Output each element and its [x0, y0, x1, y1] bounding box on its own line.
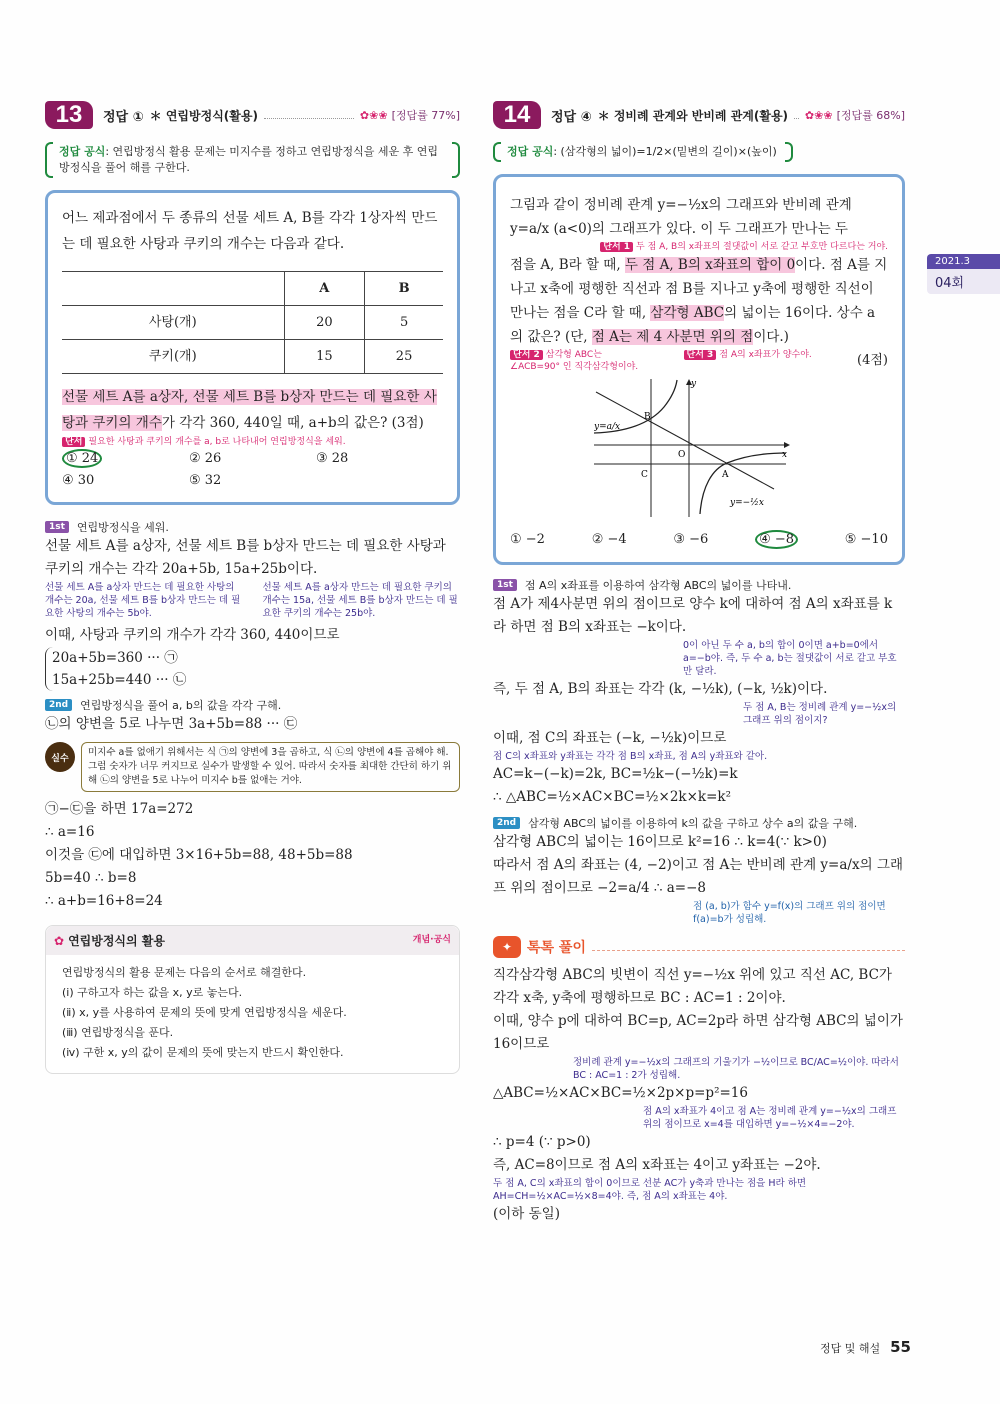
q14-graph: [594, 377, 804, 522]
formula-text: : 연립방정식 활용 문제는 미지수를 정하고 연립방정식을 세운 후 연립방정식을 풀어 해를 구한다.: [59, 145, 439, 174]
table-header-row: [62, 272, 443, 306]
x-axis-arrow-icon: [784, 442, 790, 448]
q14-s1-line3: 이때, 점 C의 좌표는 (−k, −½k)이므로: [493, 730, 727, 746]
q14-line1: 그림과 같이 정비례 관계 y=−½x의 그래프와 반비례 관계: [510, 197, 852, 213]
solution-line: ∴ a=16: [45, 824, 95, 840]
note-left: 선물 세트 A를 a상자 만드는 데 필요한 사탕의 개수는 20a, 선물 세트 B를 b상자 만드는 데 필요한 사탕의 개수는 5b야.: [45, 582, 241, 619]
step-badge: 1st: [45, 521, 69, 533]
q14-step1-heading: [493, 577, 905, 593]
exam-year: 2021.3: [927, 254, 1000, 269]
choice-4[interactable]: ④ 30: [62, 473, 95, 488]
toktok-line1: 직각삼각형 ABC의 빗변이 직선 y=−½x 위에 있고 직선 AC, BC가 각각 x축, y축에 평행하므로 BC : AC=1 : 2이야.: [493, 967, 892, 1006]
highlighted-clue: 선물 세트 A를 a상자, 선물 세트 B를 b상자 만드는 데 필요한 사탕과 쿠키의 개수: [62, 389, 437, 431]
formula-label: 정답 공식: [507, 145, 554, 158]
hint-text: 삼각형 ABC는 ∠ACB=90° 인 직각삼각형이야.: [510, 350, 639, 372]
table-header: B: [365, 272, 443, 306]
q13-question-intro: 어느 제과점에서 두 종류의 선물 세트 A, B를 각각 1상자씩 만드는 데 필요한 사탕과 쿠키의 개수는 다음과 같다.: [62, 210, 438, 252]
hint-tag: 단서: [62, 437, 85, 447]
note-right: 선물 세트 A를 a상자 만드는 데 필요한 쿠키의 개수는 15a, 선물 세트 B를 b상자 만드는 데 필요한 쿠키의 개수는 25b야.: [262, 582, 458, 619]
table-cell: 25: [365, 340, 443, 374]
text: 점을 A, B라 할 때,: [510, 257, 625, 273]
step-badge: 2nd: [493, 817, 520, 829]
toktok-label: 톡톡 풀이: [527, 940, 586, 956]
concept-intro: 연립방정식의 활용 문제는 다음의 순서로 해결한다.: [62, 966, 307, 979]
q14-header: [493, 100, 905, 130]
q14-s1-note3: 점 C의 x좌표와 y좌표는 각각 점 B의 x좌표, 점 A의 y좌표와 같아.: [493, 751, 768, 762]
table-cell: 15: [284, 340, 365, 374]
hint-tag: 단서 2: [510, 350, 543, 360]
exam-side-tab: [927, 254, 1000, 294]
q13-hint: [62, 436, 443, 448]
choice-3[interactable]: ③ −6: [673, 532, 709, 547]
formula-text: : (삼각형의 넓이)=1/2×(밑변의 길이)×(높이): [553, 145, 777, 158]
highlighted-clue-3: 점 A는 제 4 사분면 위의 점: [591, 329, 754, 345]
q14-hints-row: [510, 349, 888, 373]
flower-icon: ✿: [54, 934, 65, 948]
q14-s2-note: 점 (a, b)가 함수 y=f(x)의 그래프 위의 점이면 f(a)=b가 성립해.: [693, 901, 886, 925]
q13-step1-heading: [45, 519, 460, 535]
concept-item: (ⅱ) x, y를 사용하여 문제의 뜻에 맞게 연립방정식을 세운다.: [62, 1006, 347, 1019]
q14-s1-line2: 즉, 두 점 A, B의 좌표는 각각 (k, −½k), (−k, ½k)이다.: [493, 681, 828, 697]
q14-s1-line1: 점 A가 제4사분면 위의 점이므로 양수 k에 대하여 점 A의 x좌표를 k라 하면 점 B의 x좌표는 −k이다.: [493, 596, 893, 635]
q14-question-box: [493, 174, 905, 565]
q14-s2-line2: 따라서 점 A의 좌표는 (4, −2)이고 점 A는 반비례 관계 y=a/x의 그래프 위의 점이므로 −2=a/4 ∴ a=−8: [493, 857, 903, 896]
q14-answer: 정답 ④: [551, 109, 592, 125]
table-header: A: [284, 272, 365, 306]
q14-points: (4점): [857, 353, 888, 368]
concept-body: [46, 955, 459, 1073]
y-axis-label: y: [691, 379, 697, 389]
solution-line: 이것을 ㉢에 대입하면 3×16+5b=88, 48+5b=88: [45, 847, 353, 863]
q13-header: [45, 100, 460, 130]
difficulty-flower-icon: ✿❀❀: [359, 108, 388, 122]
text: 이다.): [753, 329, 789, 345]
q14-number-badge: 14: [493, 101, 541, 129]
q14-s2-line1: 삼각형 ABC의 넓이는 16이므로 k²=16 ∴ k=4(∵ k>0): [493, 834, 827, 850]
question-rest: 가 각각 360, 440일 때, a+b의 값은? (3점): [161, 415, 424, 431]
q14-choices: [510, 528, 888, 552]
step-title: 연립방정식을 풀어 a, b의 값을 각각 구해.: [80, 699, 282, 712]
point-B-label: B: [644, 412, 651, 422]
q14-s1-note2: 두 점 A, B는 정비례 관계 y=−½x의 그래프 위의 점이지?: [743, 702, 897, 726]
toktok-line4: ∴ p=4 (∵ p>0): [493, 1134, 591, 1150]
concept-box: [45, 925, 460, 1074]
line-y-neg-half-x: [596, 392, 774, 489]
concept-tag: 개념·공식: [412, 935, 451, 945]
footer-label: 정답 및 해설: [820, 1342, 881, 1355]
toktok-line3: △ABC=½×AC×BC=½×2p×p=p²=16: [493, 1085, 748, 1101]
toktok-note1: 정비례 관계 y=−½x의 그래프의 기울기가 −½이므로 BC/AC=½이야. 따라서 BC : AC=1 : 2가 성립해.: [573, 1057, 899, 1081]
table-row: [62, 340, 443, 374]
step-title: 삼각형 ABC의 넓이를 이용하여 k의 값을 구하고 상수 a의 값을 구해.: [528, 817, 858, 830]
q13-answer: 정답 ①: [103, 109, 144, 125]
toktok-note3: 두 점 A, C의 x좌표의 합이 0이므로 선분 AC가 y축과 만나는 점을 H라 하면 AH=CH=½×AC=½×8=4야. 즉, 점 A의 x좌표는 4야.: [493, 1178, 807, 1202]
q13-solution-lines: [45, 798, 460, 913]
text: 이다. 점 A를 지나고 x축에 평행한 직선과 점 B를 지나고 y축에 평행한 직선이 만나는 점을 C라 할 때,: [510, 257, 888, 321]
q13-step1-body2: 이때, 사탕과 쿠키의 개수가 각각 360, 440이므로: [45, 627, 340, 643]
origin-label: O: [678, 450, 686, 460]
equation-2: 15a+25b=440 ··· ㉡: [52, 672, 187, 688]
toktok-note2: 점 A의 x좌표가 4이고 점 A는 정비례 관계 y=−½x의 그래프 위의 점이므로 x=4를 대입하면 y=−½×4=−2야.: [643, 1106, 897, 1130]
highlighted-clue-1: 두 점 A, B의 x좌표의 합이 0: [624, 257, 796, 273]
mistake-icon: 실수: [45, 742, 75, 772]
choice-2[interactable]: ② −4: [591, 532, 627, 547]
magic-wand-icon: ✦: [493, 936, 521, 958]
highlighted-clue-2: 삼각형 ABC: [650, 305, 725, 321]
table-cell: 사탕(개): [62, 306, 284, 340]
q14-step2-heading: [493, 815, 905, 831]
selected-answer-mark: ① 24: [62, 449, 102, 468]
q14-topic: ＊ 정비례 관계와 반비례 관계(활용): [597, 108, 789, 123]
x-axis-label: x: [782, 450, 788, 460]
concept-header: [46, 926, 459, 955]
hint-text: 필요한 사탕과 쿠키의 개수를 a, b로 나타내어 연립방정식을 세워.: [88, 437, 346, 447]
page-footer: [820, 1338, 911, 1356]
leader-dots: [794, 111, 799, 119]
page-number: 55: [890, 1338, 911, 1356]
q14-hint1: [510, 241, 888, 253]
q13-step1-body: 선물 세트 A를 a상자, 선물 세트 B를 b상자 만드는 데 필요한 사탕과 쿠키의 개수는 각각 20a+5b, 15a+25b이다.: [45, 538, 446, 577]
solution-line: ∴ a+b=16+8=24: [45, 893, 163, 909]
q13-topic: ＊ 연립방정식(활용): [149, 108, 258, 123]
text: 의 넓이는 16이다. 상수 a의 값은? (단,: [510, 305, 876, 345]
hint-text: 두 점 A, B의 x좌표의 절댓값이 서로 같고 부호만 다르다는 거야.: [636, 242, 888, 252]
choice-2[interactable]: ② 26: [189, 451, 222, 466]
table-cell: 5: [365, 306, 443, 340]
choice-4[interactable]: [755, 528, 798, 552]
toktok-line5: 즉, AC=8이므로 점 A의 x좌표는 4이고 y좌표는 −2야.: [493, 1157, 821, 1173]
q13-step2-line1: ㉡의 양변을 5로 나누면 3a+5b=88 ··· ㉢: [45, 716, 298, 732]
q13-step1-notes: [45, 581, 460, 620]
mistake-text: 미지수 a를 없애기 위해서는 식 ㉠의 양변에 3을 곱하고, 식 ㉡의 양변에 4를 곱해야 해. 그럼 숫자가 너무 커지므로 실수가 발생할 수 있어. 따라서 숫자를 최대한 간단히 하기 위해 ㉡의 양변을 5로 나누어 미지수 b를 없애는 거야.: [81, 742, 460, 792]
concept-item: (ⅰ) 구하고자 하는 값을 x, y로 놓는다.: [62, 986, 243, 999]
table-header: [62, 272, 284, 306]
concept-item: (ⅲ) 연립방정식을 푼다.: [62, 1026, 174, 1039]
q13-equation-system: [45, 647, 460, 691]
hint-tag: 단서 1: [600, 242, 633, 252]
formula-label: 정답 공식: [59, 145, 106, 158]
q14-correct-rate: [정답률 68%]: [836, 109, 905, 122]
q14-answer-formula: [493, 142, 793, 162]
step-title: 점 A의 x좌표를 이용하여 삼각형 ABC의 넓이를 나타내.: [524, 579, 792, 592]
step-badge: 2nd: [45, 699, 72, 711]
point-C-label: C: [641, 470, 648, 480]
solution-line: ㉠−㉢을 하면 17a=272: [45, 801, 194, 817]
choice-1[interactable]: ① −2: [510, 532, 545, 547]
mistake-callout: [45, 742, 460, 792]
table-row: [62, 306, 443, 340]
step-badge: 1st: [493, 579, 517, 591]
q13-choices: [62, 448, 443, 492]
q13-question-box: [45, 190, 460, 505]
q14-hint2: [510, 349, 650, 373]
exam-episode: 04회: [927, 269, 1000, 294]
q13-table: [62, 271, 443, 374]
difficulty-flower-icon: ✿❀❀: [804, 108, 833, 122]
solution-line: 5b=40 ∴ b=8: [45, 870, 137, 886]
q14-question-text: [510, 253, 888, 349]
concept-item: (ⅳ) 구한 x, y의 값이 문제의 뜻에 맞는지 반드시 확인한다.: [62, 1046, 344, 1059]
toktok-line6: (이하 동일): [493, 1206, 560, 1222]
leader-dots: [264, 111, 354, 119]
choice-5[interactable]: ⑤ −10: [844, 532, 888, 547]
q14-s1-line4: AC=k−(−k)=2k, BC=½k−(−½k)=k: [493, 766, 738, 782]
hint-tag: 단서 3: [684, 350, 717, 360]
wavy-divider: [592, 943, 905, 951]
q14-line2: y=a/x (a<0)의 그래프가 있다. 이 두 그래프가 만나는 두: [510, 221, 848, 237]
table-cell: 쿠키(개): [62, 340, 284, 374]
q14-s1-note1: 0이 아닌 두 수 a, b의 합이 0이면 a+b=0에서 a=−b야. 즉, 두 수 a, b는 절댓값이 서로 같고 부호만 달라.: [683, 640, 897, 677]
choice-1[interactable]: [62, 448, 189, 470]
choice-3[interactable]: ③ 28: [316, 451, 349, 466]
table-cell: 20: [284, 306, 365, 340]
choice-5[interactable]: ⑤ 32: [189, 473, 222, 488]
curve-label: y=a/x: [594, 422, 621, 432]
q14-hint3: [684, 349, 824, 361]
q14-s1-line5: ∴ △ABC=½×AC×BC=½×2k×k=k²: [493, 789, 731, 805]
point-A-label: A: [722, 470, 729, 480]
q13-step2-heading: [45, 697, 460, 713]
q13-question-text: [62, 384, 443, 436]
equation-1: 20a+5b=360 ··· ㉠: [52, 650, 178, 666]
concept-title: 연립방정식의 활용: [68, 934, 165, 948]
toktok-section-header: [493, 936, 905, 958]
hint-text: 점 A의 x좌표가 양수야.: [719, 350, 812, 360]
selected-answer-mark: ④ −8: [755, 530, 798, 549]
toktok-line2: 이때, 양수 p에 대하여 BC=p, AC=2p라 하면 삼각형 ABC의 넓이가 16이므로: [493, 1013, 903, 1052]
q13-answer-formula: [45, 142, 460, 178]
q13-correct-rate: [정답률 77%]: [391, 109, 460, 122]
line-label: y=−½x: [730, 498, 764, 508]
question-14-section: [493, 100, 905, 1226]
step-title: 연립방정식을 세워.: [76, 521, 169, 534]
question-13-section: [45, 100, 460, 1074]
q13-number-badge: 13: [45, 101, 93, 129]
